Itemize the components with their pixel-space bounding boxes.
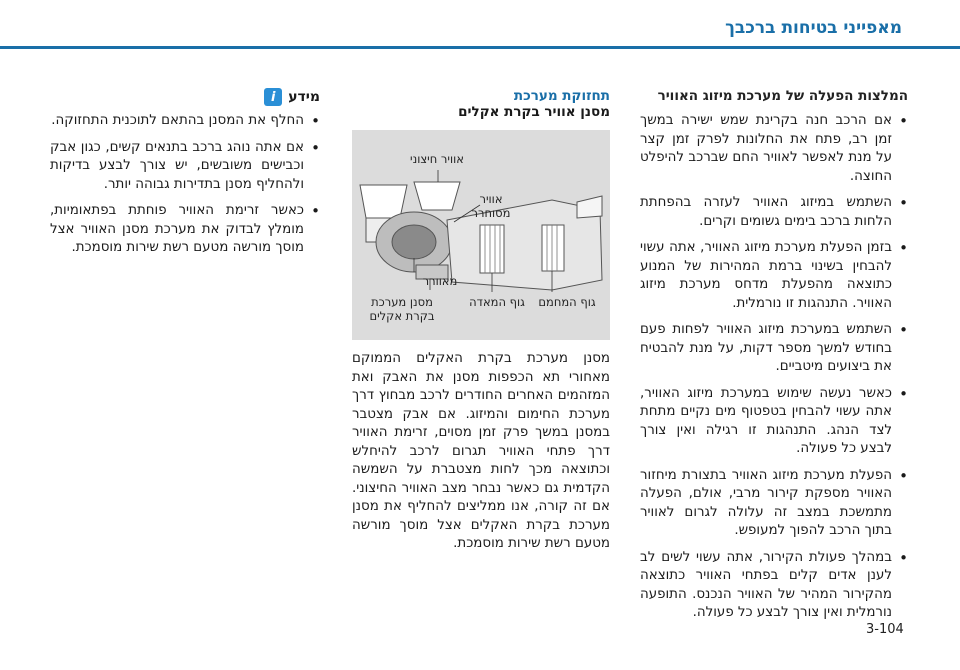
label-outside-air: אוויר חיצוני: [410, 152, 464, 166]
info-heading: [50, 88, 320, 106]
filter-paragraph: מסנן מערכת בקרת האקלים הממוקם מאחורי תא הכפפות מסנן את האבק ואת המזהמים האחרים החודרים לרכב מבחוץ דרך מערכת החימום והמיזוג. אם אבק מצטבר במסנן במשך פרק זמן מסוים, זרימת האוויר דרך פתחי האוויר תגרום לרכב להיחלש וכתוצאה מכך לחות מצטברת על השמשה הקדמית גם כאשר נבחר מצב האוויר החיצוני. אם זה קורה, אנו ממליצים להחליף את מסנן מערכת בקרת האקלים אצל מוסך מורשה מטעם רשת שירות מוסמכת.: [352, 351, 610, 551]
info-label: מידע: [288, 89, 320, 105]
list-item: • אם הרכב חנה בקרינת שמש ישירה במשך זמן רב, פתח את החלונות לפרק זמן קצר על מנת לאפשר לאוויר החם שברכב להיפלט החוצה.: [640, 112, 908, 186]
list-item: • השתמש במיזוג האוויר לעזרה בהפחתת הלחות ברכב בימים גשומים וקרים.: [640, 194, 908, 231]
list-item: • במהלך פעולת הקירור, אתה עשוי לשים לב לענן אדים קלים בפתחי האוויר כתוצאה מהקירור המהיר של האוויר הנכנס. התופעה נורמלית ואין צורך לבצע כל פעולה.: [640, 549, 908, 623]
operating-tips-list: [640, 112, 908, 623]
list-item: • בזמן הפעלת מערכת מיזוג האוויר, אתה עשוי להבחין בשינוי ברמת המהירות של המנוע כתוצאה מהפעלת מדחס מערכת מיזוג האוויר. התנהגות זו נורמלית.: [640, 239, 908, 313]
label-recirc-air: אוויר מסוחרר: [471, 192, 511, 220]
label-filter: מסנן מערכת בקרת אקלים: [369, 295, 435, 323]
maintenance-heading: תחזוקת מערכת: [513, 88, 610, 104]
operating-tips-heading: המלצות הפעלה של מערכת מיזוג האוויר: [657, 88, 908, 104]
info-icon: i: [264, 88, 282, 106]
label-evaporator: גוף המאדה: [469, 295, 525, 309]
page-header-title: מאפייני בטיחות ברכבך: [725, 18, 902, 38]
page-number: 3-104: [866, 622, 904, 637]
list-item: • החלף את המסנן בהתאם לתוכנית התחזוקה.: [50, 112, 320, 131]
filter-subheading: מסנן אוויר בקרת אקלים: [458, 104, 610, 120]
list-item: • כאשר נעשה שימוש במערכת מיזוג האוויר, אתה עשוי להבחין בטפטוף מים נקיים מתחת לצד הנהג. התנהגות זו רגילה ואין צורך לבצע כל פעולה.: [640, 385, 908, 459]
list-item: • כאשר זרימת האוויר פוחתת בפתאומיות, מומלץ לבדוק את מערכת מסנן האוויר אצל מוסך מורשה מטעם רשת שירות מוסמכת.: [50, 202, 320, 258]
hvac-filter-diagram: [352, 130, 610, 340]
middle-column: [352, 88, 610, 554]
label-heater: גוף המחמם: [538, 295, 596, 309]
left-column: [50, 88, 320, 266]
list-item: • אם אתה נוהג ברכב בתנאים קשים, כגון אבק וכבישים משובשים, יש צורך לבצע בדיקות ולהחליף מסנן בתדירות גבוהה יותר.: [50, 139, 320, 195]
list-item: • השתמש במערכת מיזוג האוויר לפחות פעם בחודש למשך מספר דקות, על מנת להבטיח את ביצועים מיטביים.: [640, 321, 908, 377]
label-blower: מאוורר: [422, 274, 458, 288]
list-item: • הפעלת מערכת מיזוג האוויר בתצורת מיחזור האוויר מספקת קירור מרבי, אולם, הפעלה מתמשכת במצב זה עלולה לגרום לאוויר בתוך הרכב להפוך למעופש.: [640, 467, 908, 541]
info-list: [50, 112, 320, 258]
right-column: [640, 88, 908, 631]
header-rule: [0, 46, 960, 49]
